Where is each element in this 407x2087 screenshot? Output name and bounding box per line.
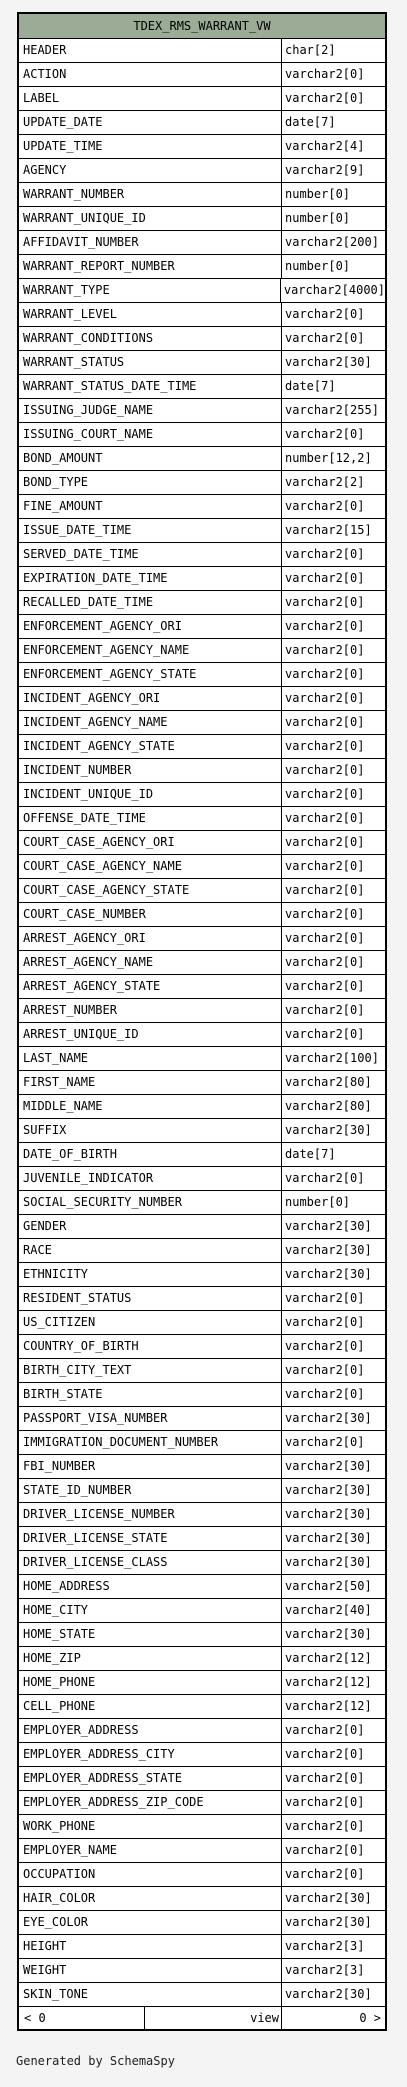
column-row bbox=[19, 375, 385, 399]
column-row bbox=[19, 903, 385, 927]
column-type: varchar2[0] bbox=[285, 499, 365, 513]
column-type: varchar2[0] bbox=[285, 787, 365, 801]
column-row bbox=[19, 615, 385, 639]
column-name: PASSPORT_VISA_NUMBER bbox=[19, 1407, 282, 1430]
column-type: varchar2[0] bbox=[285, 427, 365, 441]
column-row bbox=[19, 711, 385, 735]
column-row bbox=[19, 1815, 385, 1839]
column-type: varchar2[9] bbox=[285, 163, 365, 177]
column-type: varchar2[255] bbox=[285, 403, 379, 417]
column-list bbox=[19, 39, 385, 2007]
column-name: BIRTH_CITY_TEXT bbox=[19, 1359, 282, 1382]
column-name: COURT_CASE_NUMBER bbox=[19, 903, 282, 926]
column-row bbox=[19, 1623, 385, 1647]
column-name: HOME_PHONE bbox=[19, 1671, 282, 1694]
column-row bbox=[19, 687, 385, 711]
column-row bbox=[19, 1263, 385, 1287]
column-row bbox=[19, 1191, 385, 1215]
column-name: WARRANT_UNIQUE_ID bbox=[19, 207, 282, 230]
column-row bbox=[19, 1167, 385, 1191]
column-type: varchar2[80] bbox=[285, 1075, 372, 1089]
column-type: varchar2[30] bbox=[285, 1531, 372, 1545]
column-name: ARREST_UNIQUE_ID bbox=[19, 1023, 282, 1046]
column-name: UPDATE_DATE bbox=[19, 111, 282, 134]
column-name: ENFORCEMENT_AGENCY_STATE bbox=[19, 663, 282, 686]
column-name: COUNTRY_OF_BIRTH bbox=[19, 1335, 282, 1358]
column-name: INCIDENT_AGENCY_ORI bbox=[19, 687, 282, 710]
column-row bbox=[19, 1359, 385, 1383]
column-name: FBI_NUMBER bbox=[19, 1455, 282, 1478]
column-name: LABEL bbox=[19, 87, 282, 110]
column-name: INCIDENT_AGENCY_STATE bbox=[19, 735, 282, 758]
column-row bbox=[19, 1503, 385, 1527]
column-type: varchar2[0] bbox=[285, 595, 365, 609]
column-type: varchar2[30] bbox=[285, 1219, 372, 1233]
column-name: INCIDENT_AGENCY_NAME bbox=[19, 711, 282, 734]
column-row bbox=[19, 591, 385, 615]
column-row bbox=[19, 183, 385, 207]
column-name: DRIVER_LICENSE_CLASS bbox=[19, 1551, 282, 1574]
column-row bbox=[19, 447, 385, 471]
column-type: varchar2[0] bbox=[285, 1387, 365, 1401]
column-type: number[0] bbox=[285, 187, 351, 201]
column-type: varchar2[0] bbox=[285, 715, 365, 729]
column-row bbox=[19, 1023, 385, 1047]
column-type: varchar2[0] bbox=[285, 1435, 365, 1449]
column-row bbox=[19, 255, 385, 279]
column-type: varchar2[0] bbox=[285, 691, 365, 705]
column-name: ARREST_AGENCY_ORI bbox=[19, 927, 282, 950]
column-name: HOME_CITY bbox=[19, 1599, 282, 1622]
column-name: ISSUING_JUDGE_NAME bbox=[19, 399, 282, 422]
column-name: ARREST_NUMBER bbox=[19, 999, 282, 1022]
column-type: varchar2[0] bbox=[285, 1867, 365, 1881]
column-row bbox=[19, 975, 385, 999]
children-count: 0 > bbox=[359, 2011, 381, 2025]
column-name: ENFORCEMENT_AGENCY_NAME bbox=[19, 639, 282, 662]
column-row bbox=[19, 1743, 385, 1767]
column-type: varchar2[0] bbox=[285, 811, 365, 825]
column-row bbox=[19, 1335, 385, 1359]
column-name: WARRANT_REPORT_NUMBER bbox=[19, 255, 282, 278]
column-row bbox=[19, 1215, 385, 1239]
column-type: varchar2[100] bbox=[285, 1051, 379, 1065]
column-type: varchar2[0] bbox=[285, 955, 365, 969]
column-type: varchar2[12] bbox=[285, 1699, 372, 1713]
column-name: COURT_CASE_AGENCY_STATE bbox=[19, 879, 282, 902]
column-row bbox=[19, 1431, 385, 1455]
column-row bbox=[19, 63, 385, 87]
column-name: DRIVER_LICENSE_STATE bbox=[19, 1527, 282, 1550]
column-name: AGENCY bbox=[19, 159, 282, 182]
column-type: varchar2[3] bbox=[285, 1963, 365, 1977]
column-row bbox=[19, 567, 385, 591]
column-row bbox=[19, 1047, 385, 1071]
column-name: SUFFIX bbox=[19, 1119, 282, 1142]
column-type: char[2] bbox=[285, 43, 336, 57]
column-row bbox=[19, 663, 385, 687]
column-name: EMPLOYER_ADDRESS bbox=[19, 1719, 282, 1742]
column-name: US_CITIZEN bbox=[19, 1311, 282, 1334]
table-title: TDEX_RMS_WARRANT_VW bbox=[19, 14, 385, 39]
column-row bbox=[19, 879, 385, 903]
column-name: ETHNICITY bbox=[19, 1263, 282, 1286]
column-type: varchar2[0] bbox=[285, 67, 365, 81]
column-row bbox=[19, 519, 385, 543]
column-type: varchar2[0] bbox=[285, 1795, 365, 1809]
column-type: varchar2[0] bbox=[285, 1723, 365, 1737]
column-type: varchar2[0] bbox=[285, 91, 365, 105]
column-type: varchar2[0] bbox=[285, 667, 365, 681]
column-row bbox=[19, 1647, 385, 1671]
column-row bbox=[19, 759, 385, 783]
column-type: varchar2[30] bbox=[285, 1459, 372, 1473]
column-name: HAIR_COLOR bbox=[19, 1887, 282, 1910]
column-type: varchar2[30] bbox=[285, 1915, 372, 1929]
column-name: WORK_PHONE bbox=[19, 1815, 282, 1838]
column-name: EMPLOYER_ADDRESS_ZIP_CODE bbox=[19, 1791, 282, 1814]
column-row bbox=[19, 1575, 385, 1599]
column-name: WARRANT_STATUS bbox=[19, 351, 282, 374]
column-name: OFFENSE_DATE_TIME bbox=[19, 807, 282, 830]
column-type: varchar2[12] bbox=[285, 1651, 372, 1665]
column-row bbox=[19, 1551, 385, 1575]
column-name: FIRST_NAME bbox=[19, 1071, 282, 1094]
column-type: varchar2[12] bbox=[285, 1675, 372, 1689]
column-type: varchar2[30] bbox=[285, 1987, 372, 2001]
column-name: GENDER bbox=[19, 1215, 282, 1238]
column-row bbox=[19, 1983, 385, 2007]
column-type: varchar2[0] bbox=[285, 307, 365, 321]
column-name: AFFIDAVIT_NUMBER bbox=[19, 231, 282, 254]
column-type: varchar2[200] bbox=[285, 235, 379, 249]
column-type: varchar2[0] bbox=[285, 1843, 365, 1857]
column-name: BOND_AMOUNT bbox=[19, 447, 282, 470]
column-name: EXPIRATION_DATE_TIME bbox=[19, 567, 282, 590]
column-row bbox=[19, 1119, 385, 1143]
column-type: varchar2[0] bbox=[285, 763, 365, 777]
column-row bbox=[19, 87, 385, 111]
column-row bbox=[19, 1287, 385, 1311]
column-name: DATE_OF_BIRTH bbox=[19, 1143, 282, 1166]
column-name: EYE_COLOR bbox=[19, 1911, 282, 1934]
column-row bbox=[19, 39, 385, 63]
column-row bbox=[19, 111, 385, 135]
column-row bbox=[19, 543, 385, 567]
column-type: varchar2[0] bbox=[285, 1771, 365, 1785]
column-type: date[7] bbox=[285, 1147, 336, 1161]
column-name: SERVED_DATE_TIME bbox=[19, 543, 282, 566]
column-row bbox=[19, 135, 385, 159]
column-row bbox=[19, 1239, 385, 1263]
column-row bbox=[19, 1767, 385, 1791]
column-name: BOND_TYPE bbox=[19, 471, 282, 494]
column-row bbox=[19, 1527, 385, 1551]
column-row bbox=[19, 495, 385, 519]
column-name: COURT_CASE_AGENCY_NAME bbox=[19, 855, 282, 878]
column-type: varchar2[30] bbox=[285, 1555, 372, 1569]
column-type: varchar2[2] bbox=[285, 475, 365, 489]
column-row bbox=[19, 1863, 385, 1887]
column-type: varchar2[30] bbox=[285, 1483, 372, 1497]
column-name: RESIDENT_STATUS bbox=[19, 1287, 282, 1310]
column-type: varchar2[0] bbox=[285, 1027, 365, 1041]
column-name: SOCIAL_SECURITY_NUMBER bbox=[19, 1191, 282, 1214]
column-row bbox=[19, 783, 385, 807]
column-type: varchar2[30] bbox=[285, 355, 372, 369]
column-name: EMPLOYER_ADDRESS_CITY bbox=[19, 1743, 282, 1766]
column-row bbox=[19, 1311, 385, 1335]
column-row bbox=[19, 1071, 385, 1095]
column-row bbox=[19, 1695, 385, 1719]
column-row bbox=[19, 1911, 385, 1935]
column-type: varchar2[0] bbox=[285, 931, 365, 945]
column-name: INCIDENT_UNIQUE_ID bbox=[19, 783, 282, 806]
table-node bbox=[17, 12, 387, 2031]
column-type: varchar2[0] bbox=[285, 643, 365, 657]
column-type: number[0] bbox=[285, 211, 351, 225]
column-name: WARRANT_CONDITIONS bbox=[19, 327, 282, 350]
column-type: varchar2[0] bbox=[285, 907, 365, 921]
column-name: STATE_ID_NUMBER bbox=[19, 1479, 282, 1502]
column-type: varchar2[30] bbox=[285, 1243, 372, 1257]
column-name: RACE bbox=[19, 1239, 282, 1262]
column-type: varchar2[30] bbox=[285, 1507, 372, 1521]
column-name: CELL_PHONE bbox=[19, 1695, 282, 1718]
generator-credit: Generated by SchemaSpy bbox=[16, 2054, 175, 2068]
column-type: varchar2[0] bbox=[285, 835, 365, 849]
column-row bbox=[19, 1719, 385, 1743]
column-row bbox=[19, 1383, 385, 1407]
column-row bbox=[19, 807, 385, 831]
column-name: ISSUING_COURT_NAME bbox=[19, 423, 282, 446]
column-name: LAST_NAME bbox=[19, 1047, 282, 1070]
column-type: varchar2[0] bbox=[285, 1315, 365, 1329]
column-name: WARRANT_TYPE bbox=[19, 279, 281, 302]
column-name: FINE_AMOUNT bbox=[19, 495, 282, 518]
column-type: varchar2[0] bbox=[285, 1747, 365, 1761]
column-type: varchar2[0] bbox=[285, 1291, 365, 1305]
column-name: DRIVER_LICENSE_NUMBER bbox=[19, 1503, 282, 1526]
column-row bbox=[19, 927, 385, 951]
column-name: MIDDLE_NAME bbox=[19, 1095, 282, 1118]
column-name: UPDATE_TIME bbox=[19, 135, 282, 158]
column-type: varchar2[0] bbox=[285, 979, 365, 993]
column-name: HEIGHT bbox=[19, 1935, 282, 1958]
column-type: date[7] bbox=[285, 115, 336, 129]
column-name: HEADER bbox=[19, 39, 282, 62]
column-row bbox=[19, 231, 385, 255]
parents-count: < 0 bbox=[19, 2007, 145, 2029]
column-type: varchar2[0] bbox=[285, 1363, 365, 1377]
column-type: varchar2[0] bbox=[285, 739, 365, 753]
column-name: WARRANT_STATUS_DATE_TIME bbox=[19, 375, 282, 398]
column-row bbox=[19, 1887, 385, 1911]
column-name: WARRANT_LEVEL bbox=[19, 303, 282, 326]
column-name: ENFORCEMENT_AGENCY_ORI bbox=[19, 615, 282, 638]
column-row bbox=[19, 1839, 385, 1863]
column-row bbox=[19, 351, 385, 375]
column-type: varchar2[15] bbox=[285, 523, 372, 537]
column-name: RECALLED_DATE_TIME bbox=[19, 591, 282, 614]
column-name: ARREST_AGENCY_NAME bbox=[19, 951, 282, 974]
column-type: varchar2[0] bbox=[285, 331, 365, 345]
column-row bbox=[19, 207, 385, 231]
column-row bbox=[19, 831, 385, 855]
column-type: varchar2[4000] bbox=[283, 283, 385, 297]
column-name: OCCUPATION bbox=[19, 1863, 282, 1886]
table-footer bbox=[19, 2007, 385, 2029]
column-type: varchar2[30] bbox=[285, 1267, 372, 1281]
column-type: date[7] bbox=[285, 379, 336, 393]
column-type: number[0] bbox=[285, 259, 351, 273]
column-type: varchar2[30] bbox=[285, 1627, 372, 1641]
column-type: varchar2[50] bbox=[285, 1579, 372, 1593]
column-row bbox=[19, 1959, 385, 1983]
column-type: varchar2[0] bbox=[285, 1819, 365, 1833]
column-type: varchar2[30] bbox=[285, 1411, 372, 1425]
column-name: COURT_CASE_AGENCY_ORI bbox=[19, 831, 282, 854]
column-name: HOME_ZIP bbox=[19, 1647, 282, 1670]
column-type: varchar2[30] bbox=[285, 1123, 372, 1137]
column-type: varchar2[0] bbox=[285, 883, 365, 897]
column-row bbox=[19, 1935, 385, 1959]
column-type: varchar2[0] bbox=[285, 547, 365, 561]
table-kind: view bbox=[145, 2007, 282, 2029]
column-row bbox=[19, 951, 385, 975]
column-name: IMMIGRATION_DOCUMENT_NUMBER bbox=[19, 1431, 282, 1454]
column-name: ARREST_AGENCY_STATE bbox=[19, 975, 282, 998]
column-name: JUVENILE_INDICATOR bbox=[19, 1167, 282, 1190]
column-name: EMPLOYER_NAME bbox=[19, 1839, 282, 1862]
column-name: HOME_ADDRESS bbox=[19, 1575, 282, 1598]
column-type: varchar2[0] bbox=[285, 619, 365, 633]
column-type: varchar2[30] bbox=[285, 1891, 372, 1905]
column-type: varchar2[40] bbox=[285, 1603, 372, 1617]
column-type: varchar2[3] bbox=[285, 1939, 365, 1953]
column-row bbox=[19, 999, 385, 1023]
column-row bbox=[19, 327, 385, 351]
column-row bbox=[19, 1407, 385, 1431]
column-name: EMPLOYER_ADDRESS_STATE bbox=[19, 1767, 282, 1790]
column-type: varchar2[4] bbox=[285, 139, 365, 153]
column-type: number[0] bbox=[285, 1195, 351, 1209]
column-row bbox=[19, 639, 385, 663]
column-row bbox=[19, 399, 385, 423]
column-type: varchar2[0] bbox=[285, 859, 365, 873]
column-row bbox=[19, 735, 385, 759]
column-name: ISSUE_DATE_TIME bbox=[19, 519, 282, 542]
column-row bbox=[19, 1455, 385, 1479]
column-name: SKIN_TONE bbox=[19, 1983, 282, 2006]
column-name: WARRANT_NUMBER bbox=[19, 183, 282, 206]
column-row bbox=[19, 1095, 385, 1119]
column-row bbox=[19, 1479, 385, 1503]
column-row bbox=[19, 279, 385, 303]
column-type: number[12,2] bbox=[285, 451, 372, 465]
column-row bbox=[19, 471, 385, 495]
column-type: varchar2[0] bbox=[285, 1003, 365, 1017]
column-name: HOME_STATE bbox=[19, 1623, 282, 1646]
column-type: varchar2[0] bbox=[285, 1171, 365, 1185]
column-row bbox=[19, 303, 385, 327]
column-name: INCIDENT_NUMBER bbox=[19, 759, 282, 782]
column-row bbox=[19, 1671, 385, 1695]
column-name: WEIGHT bbox=[19, 1959, 282, 1982]
column-type: varchar2[0] bbox=[285, 1339, 365, 1353]
column-row bbox=[19, 1143, 385, 1167]
column-row bbox=[19, 855, 385, 879]
column-name: ACTION bbox=[19, 63, 282, 86]
column-type: varchar2[80] bbox=[285, 1099, 372, 1113]
column-row bbox=[19, 1599, 385, 1623]
column-type: varchar2[0] bbox=[285, 571, 365, 585]
column-row bbox=[19, 159, 385, 183]
column-row bbox=[19, 1791, 385, 1815]
column-row bbox=[19, 423, 385, 447]
column-name: BIRTH_STATE bbox=[19, 1383, 282, 1406]
